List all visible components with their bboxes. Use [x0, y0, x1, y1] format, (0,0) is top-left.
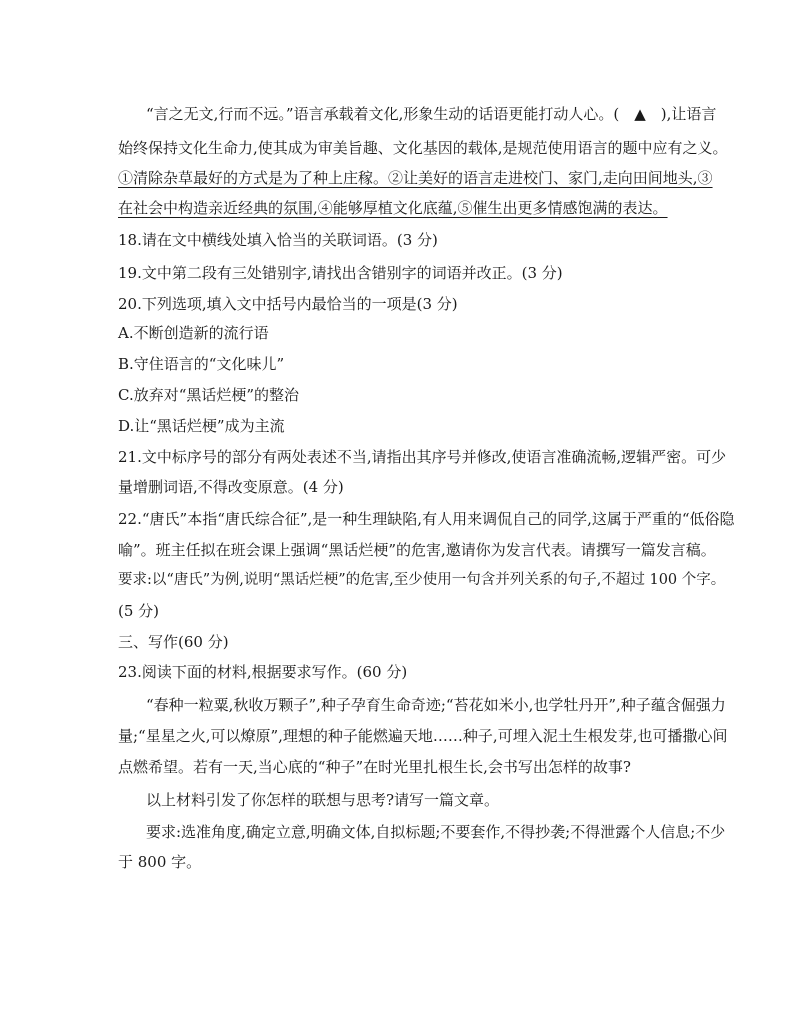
- question-22-line-3: 要求:以“唐氏”为例,说明“黑话烂梗”的危害,至少使用一句含并列关系的句子,不超过 100 个字。: [118, 572, 726, 588]
- writing-requirements-line-2: 于 800 字。: [118, 853, 202, 871]
- section-writing-heading: 三、写作(60 分): [118, 633, 229, 651]
- question-20-stem: 20.下列选项,填入文中括号内最恰当的一项是(3 分): [118, 295, 458, 313]
- passage-line-4: 在社会中构造亲近经典的氛围,④能够厚植文化底蕴,⑤催生出更多情感饱满的表达。: [118, 199, 668, 217]
- question-20-option-a: A.不断创造新的流行语: [118, 324, 269, 342]
- question-20-option-c: C.放弃对“黑话烂梗”的整治: [118, 386, 300, 404]
- question-20-option-b: B.守住语言的“文化味儿”: [118, 355, 285, 373]
- passage-line-1: “言之无文,行而不远。”语言承载着文化,形象生动的话语更能打动人心。( ▲ ),让语言: [146, 105, 717, 123]
- material-line-1: “春种一粒粟,秋收万颗子”,种子孕育生命奇迹;“苔花如米小,也学牡丹开”,种子蕴含倔强力: [146, 696, 726, 714]
- question-21-line-2: 量增删词语,不得改变原意。(4 分): [118, 478, 344, 496]
- material-line-3: 点燃希望。若有一天,当心底的“种子”在时光里扎根生长,会书写出怎样的故事?: [118, 758, 631, 776]
- writing-requirements-line-1: 要求:选准角度,确定立意,明确文体,自拟标题;不要套作,不得抄袭;不得泄露个人信息;不少: [146, 823, 726, 841]
- question-22-line-1: 22.“唐氏”本指“唐氏综合征”,是一种生理缺陷,有人用来调侃自己的同学,这属于严重的“低俗隐: [118, 510, 735, 528]
- material-line-2: 量;“星星之火,可以燎原”,理想的种子能燃遍天地……种子,可埋入泥土生根发芽,也可播撒心间: [118, 727, 728, 745]
- question-22-line-4: (5 分): [118, 602, 160, 620]
- question-19: 19.文中第二段有三处错别字,请找出含错别字的词语并改正。(3 分): [118, 264, 563, 282]
- question-20-option-d: D.让“黑话烂梗”成为主流: [118, 417, 285, 435]
- question-21-line-1: 21.文中标序号的部分有两处表述不当,请指出其序号并修改,使语言准确流畅,逻辑严密。可少: [118, 448, 727, 466]
- question-18: 18.请在文中横线处填入恰当的关联词语。(3 分): [118, 231, 438, 249]
- question-23-stem: 23.阅读下面的材料,根据要求写作。(60 分): [118, 663, 408, 681]
- question-22-line-2: 喻”。班主任拟在班会课上强调“黑话烂梗”的危害,邀请你为发言代表。请撰写一篇发言稿。: [118, 541, 716, 559]
- passage-line-3: ①清除杂草最好的方式是为了种上庄稼。②让美好的语言走进校门、家门,走向田间地头,③: [118, 169, 713, 187]
- passage-line-2: 始终保持文化生命力,使其成为审美旨趣、文化基因的载体,是规范使用语言的题中应有之义。: [118, 139, 728, 157]
- writing-prompt: 以上材料引发了你怎样的联想与思考?请写一篇文章。: [146, 791, 500, 809]
